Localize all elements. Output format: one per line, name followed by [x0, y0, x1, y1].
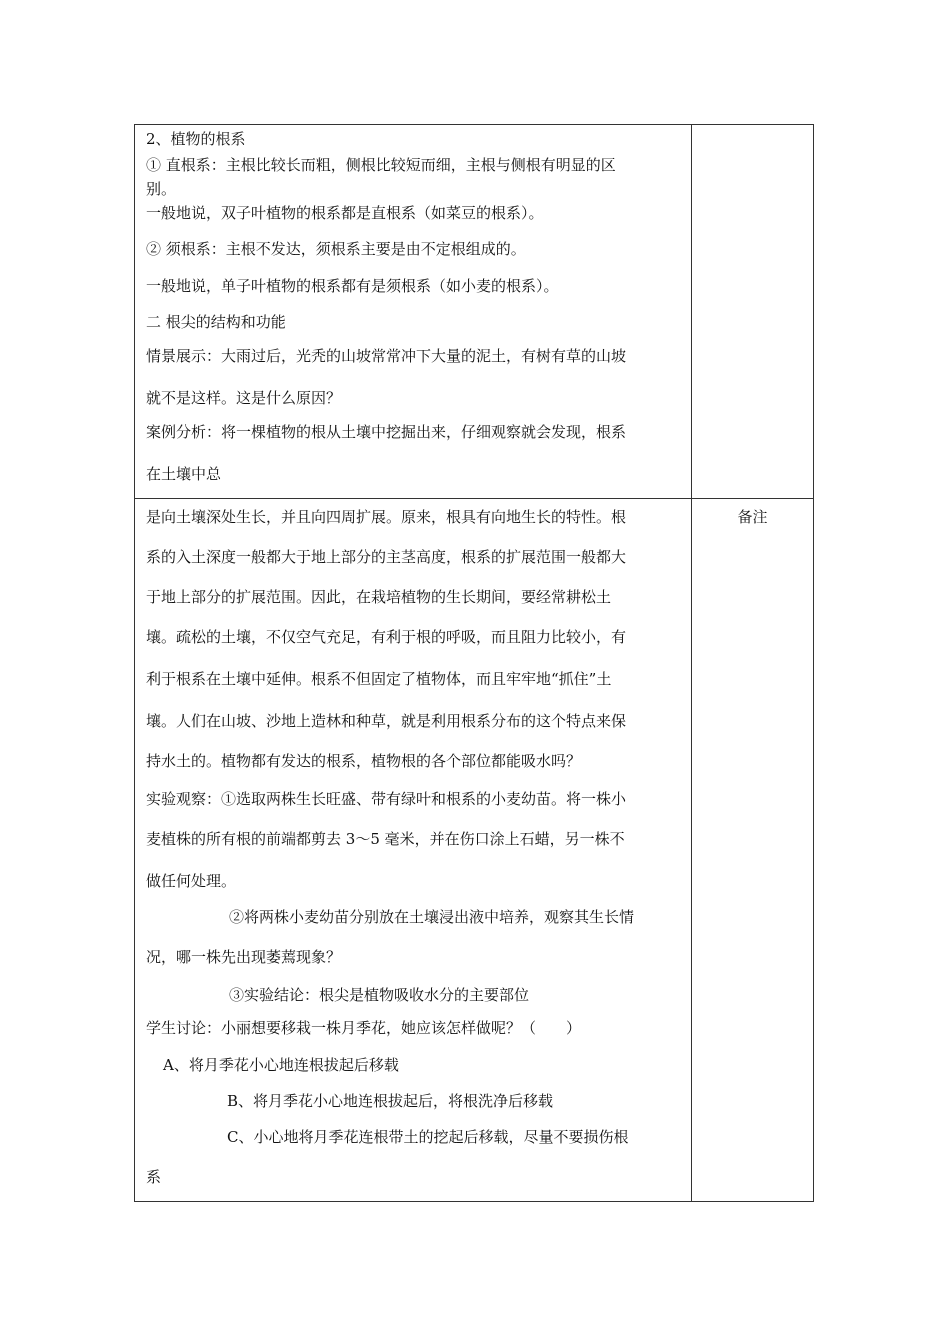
text-line: 案例分析：将一棵植物的根从土壤中挖掘出来，仔细观察就会发现，根系	[146, 423, 627, 441]
option-b: B、将月季花小心地连根拔起后，将根洗净后移载	[227, 1092, 554, 1110]
text-line: 持水土的。植物都有发达的根系，植物根的各个部位都能吸水吗？	[146, 752, 582, 770]
text-line: 系	[146, 1168, 162, 1186]
option-a: A、将月季花小心地连根拔起后移载	[163, 1056, 399, 1074]
text-line: 系的入土深度一般都大于地上部分的主茎高度，根系的扩展范围一般都大	[146, 548, 627, 566]
text-line: 利于根系在土壤中延伸。根系不但固定了植物体，而且牢牢地“抓住”土	[146, 670, 612, 688]
text-line: 别。	[146, 180, 177, 198]
text-line: ② 须根系：主根不发达，须根系主要是由不定根组成的。	[146, 240, 526, 258]
lesson-table	[134, 124, 814, 1202]
text-line: 壤。人们在山坡、沙地上造林和种草，就是利用根系分布的这个特点来保	[146, 712, 627, 730]
column-divider	[691, 125, 692, 1201]
section-heading: 二 根尖的结构和功能	[146, 313, 286, 331]
text-line: 2、植物的根系	[146, 130, 246, 148]
text-line: 一般地说，单子叶植物的根系都有是须根系（如小麦的根系）。	[146, 277, 559, 295]
text-line: 一般地说，双子叶植物的根系都是直根系（如菜豆的根系）。	[146, 204, 544, 222]
text-line: 于地上部分的扩展范围。因此，在栽培植物的生长期间，要经常耕松土	[146, 588, 612, 606]
text-line: 在土壤中总	[146, 465, 222, 483]
text-line: 实验观察：①选取两株生长旺盛、带有绿叶和根系的小麦幼苗。将一株小	[146, 790, 627, 808]
text-line: 情景展示：大雨过后，光秃的山坡常常冲下大量的泥土，有树有草的山坡	[146, 347, 627, 365]
text-line: 学生讨论：小丽想要移栽一株月季花，她应该怎样做呢？（ ）	[146, 1019, 582, 1037]
text-line: 壤。疏松的土壤，不仅空气充足，有利于根的呼吸，而且阻力比较小，有	[146, 628, 627, 646]
row-divider	[135, 498, 813, 499]
text-line: ③实验结论：根尖是植物吸收水分的主要部位	[229, 986, 530, 1004]
text-line: 麦植株的所有根的前端都剪去 3～5 毫米，并在伤口涂上石蜡，另一株不	[146, 830, 625, 848]
text-line: 是向土壤深处生长，并且向四周扩展。原来，根具有向地生长的特性。根	[146, 508, 627, 526]
text-line: ②将两株小麦幼苗分别放在土壤浸出液中培养，观察其生长情	[229, 908, 635, 926]
text-line: 做任何处理。	[146, 872, 237, 890]
text-line: 况，哪一株先出现萎蔫现象？	[146, 948, 342, 966]
text-line: 就不是这样。这是什么原因？	[146, 389, 342, 407]
text-line: ① 直根系：主根比较长而粗，侧根比较短而细，主根与侧根有明显的区	[146, 156, 616, 174]
option-c: C、小心地将月季花连根带土的挖起后移载，尽量不要损伤根	[227, 1128, 629, 1146]
remarks-label: 备注	[737, 508, 768, 526]
